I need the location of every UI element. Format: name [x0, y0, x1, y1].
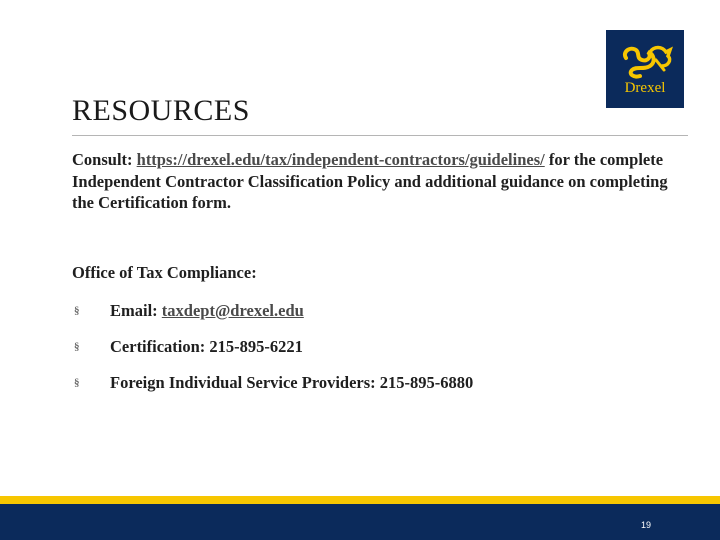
office-heading: Office of Tax Compliance:	[72, 263, 257, 282]
consult-paragraph	[72, 149, 672, 214]
foreign-providers-phone: Foreign Individual Service Providers: 215-895-6880	[110, 373, 474, 392]
consult-prefix: Consult:	[72, 150, 137, 169]
bullet-marker: §	[74, 377, 80, 389]
drexel-logo	[606, 30, 684, 108]
email-label: Email:	[110, 301, 162, 320]
email-link[interactable]: taxdept@drexel.edu	[161, 301, 304, 320]
footer-gold-stripe	[0, 496, 720, 504]
page-number: 19	[641, 520, 652, 530]
consult-body: for the complete Independent Contractor Classification Policy and additional guidance on completing the Certification form.	[72, 150, 668, 212]
title-divider	[72, 135, 688, 136]
list-item-foreign-providers	[72, 372, 473, 408]
bullet-marker: §	[74, 341, 80, 353]
list-item-email	[72, 300, 473, 336]
dragon-logo-icon	[606, 30, 684, 108]
bullet-marker: §	[74, 305, 80, 317]
guidelines-link[interactable]: https://drexel.edu/tax/independent-contractors/guidelines/	[136, 150, 545, 169]
contact-list	[72, 300, 473, 408]
slide-title: RESOURCES	[72, 94, 250, 127]
list-item-certification	[72, 336, 473, 372]
certification-phone: Certification: 215-895-6221	[110, 337, 303, 356]
footer-bar	[0, 504, 720, 540]
logo-wordmark: Drexel	[624, 80, 666, 96]
